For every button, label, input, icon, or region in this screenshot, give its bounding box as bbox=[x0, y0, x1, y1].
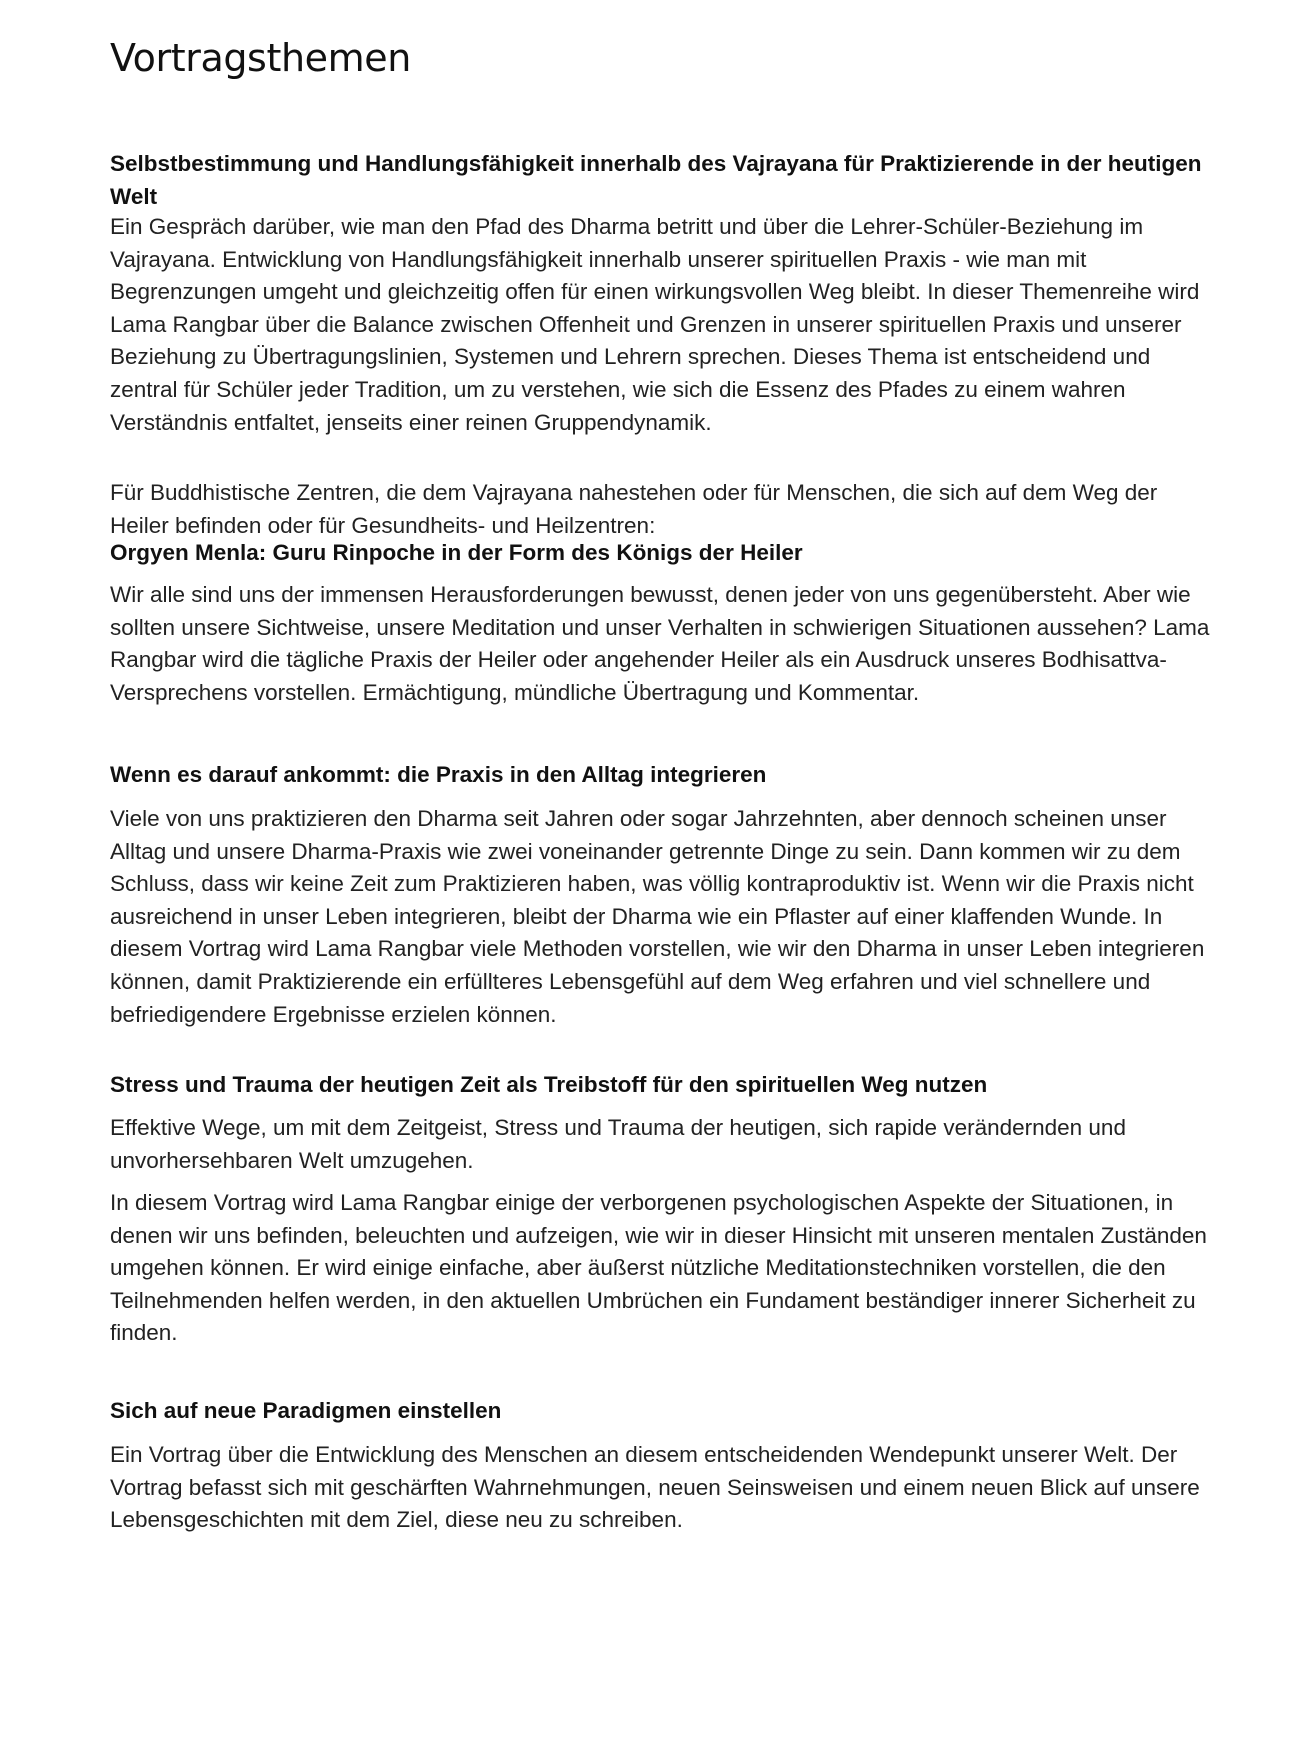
topic-4-paragraph-2: In diesem Vortrag wird Lama Rangbar einige der verborgenen psychologischen Aspekte der Situationen, in denen wir uns befinden, beleuchten und aufzeigen, wie wir in dieser Hinsicht mit unseren mentalen Zuständen umgehen können. Er wird einige einfache, aber äußerst nützliche Meditationstechniken vorstellen, die den Teilnehmenden helfen werden, in den aktuellen Umbrüchen ein Fundament beständiger innerer Sicherheit zu finden. bbox=[110, 1190, 1207, 1346]
topic-2-intro: Für Buddhistische Zentren, die dem Vajrayana nahestehen oder für Menschen, die sich auf dem Weg der Heiler befinden oder für Gesundheits- und Heilzentren: bbox=[110, 480, 1158, 538]
topic-1-paragraph-1: Ein Gespräch darüber, wie man den Pfad des Dharma betritt und über die Lehrer-Schüler-Beziehung im Vajrayana. Entwicklung von Handlungsfähigkeit innerhalb unserer spirituellen Praxis - wie man mit Begrenzungen umgeht und gleichzeitig offen für einen wirkungsvollen Weg bleibt. In dieser Themenreihe wird Lama Rangbar über die Balance zwischen Offenheit und Grenzen in unserer spirituellen Praxis und unserer Beziehung zu Übertragungslinien, Systemen und Lehrern sprechen. Dieses Thema ist entscheidend und zentral für Schüler jeder Tradition, um zu verstehen, wie sich die Essenz des Pfades zu einem wahren Verständnis entfaltet, jenseits einer reinen Gruppendynamik. bbox=[110, 214, 1200, 435]
topic-5-paragraph-1: Ein Vortrag über die Entwicklung des Menschen an diesem entscheidenden Wendepunkt unserer Welt. Der Vortrag befasst sich mit geschärften Wahrnehmungen, neuen Seinsweisen und einem neuen Blick auf unsere Lebensgeschichten mit dem Ziel, diese neu zu schreiben. bbox=[110, 1442, 1200, 1533]
topic-2-paragraph-1: Wir alle sind uns der immensen Herausforderungen bewusst, denen jeder von uns gegenübersteht. Aber wie sollten unsere Sichtweise, unsere Meditation und unser Verhalten in schwierigen Situationen aussehen? Lama Rangbar wird die tägliche Praxis der Heiler oder angehender Heiler als ein Ausdruck unseres Bodhisattva-Versprechens vorstellen. Ermächtigung, mündliche Übertragung und Kommentar. bbox=[110, 582, 1210, 705]
topic-3-heading: Wenn es darauf ankommt: die Praxis in den Alltag integrieren bbox=[110, 762, 767, 787]
topic-4-heading: Stress und Trauma der heutigen Zeit als Treibstoff für den spirituellen Weg nutzen bbox=[110, 1072, 988, 1097]
page-title: Vortragsthemen bbox=[110, 36, 411, 80]
topic-4-paragraph-1: Effektive Wege, um mit dem Zeitgeist, Stress und Trauma der heutigen, sich rapide verändernden und unvorhersehbaren Welt umzugehen. bbox=[110, 1115, 1126, 1173]
topic-3-paragraph-1: Viele von uns praktizieren den Dharma seit Jahren oder sogar Jahrzehnten, aber dennoch scheinen unser Alltag und unsere Dharma-Praxis wie zwei voneinander getrennte Dinge zu sein. Dann kommen wir zu dem Schluss, dass wir keine Zeit zum Praktizieren haben, was völlig kontraproduktiv ist. Wenn wir die Praxis nicht ausreichend in unser Leben integrieren, bleibt der Dharma wie ein Pflaster auf einer klaffenden Wunde. In diesem Vortrag wird Lama Rangbar viele Methoden vorstellen, wie wir den Dharma in unser Leben integrieren können, damit Praktizierende ein erfüllteres Lebensgefühl auf dem Weg erfahren und viel schnellere und befriedigendere Ergebnisse erzielen können. bbox=[110, 806, 1205, 1027]
topic-2-heading: Orgyen Menla: Guru Rinpoche in der Form des Königs der Heiler bbox=[110, 540, 803, 565]
topic-5-heading: Sich auf neue Paradigmen einstellen bbox=[110, 1398, 502, 1423]
topic-1-heading: Selbstbestimmung und Handlungsfähigkeit innerhalb des Vajrayana für Praktizierende in der heutigen Welt bbox=[110, 151, 1202, 209]
